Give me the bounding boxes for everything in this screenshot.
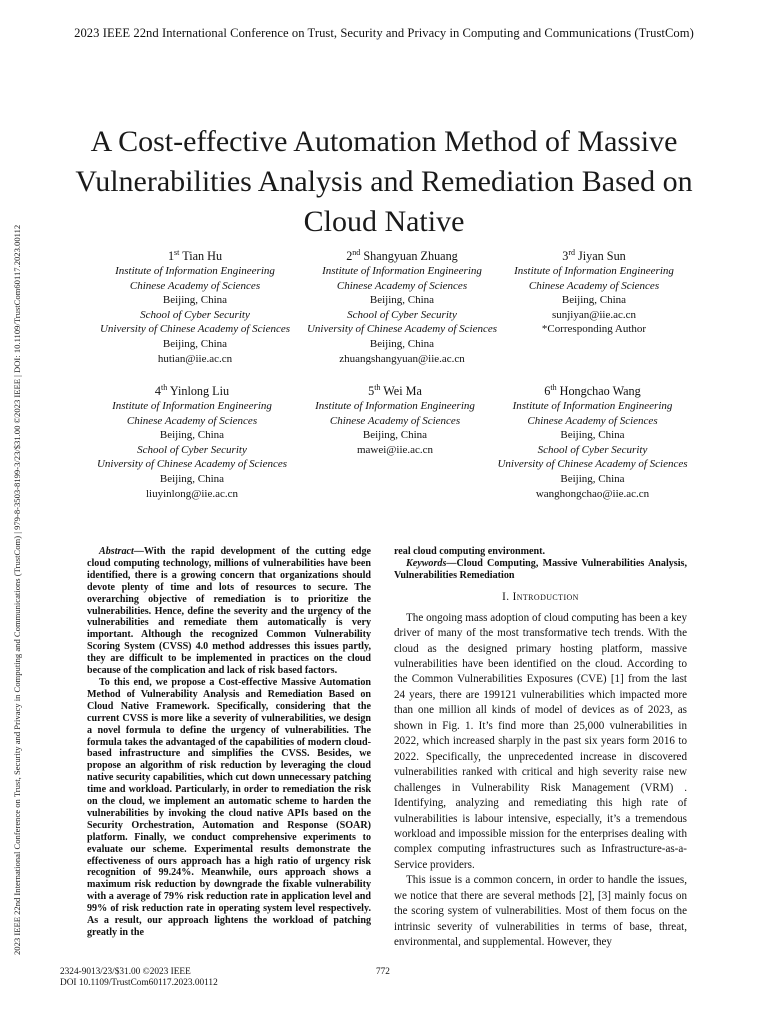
author-affiliation-line: wanghongchao@iie.ac.cn: [535, 487, 650, 500]
abstract-continuation: real cloud computing environment.: [394, 546, 546, 557]
author-block: [494, 245, 694, 337]
author-affiliation-line: Beijing, China: [560, 473, 625, 486]
author-affiliation-line: Beijing, China: [561, 294, 627, 307]
author-affiliation-line: Chinese Academy of Sciences: [126, 414, 258, 427]
paper-title: A Cost-effective Automation Method of Massive Vulnerabilities Analysis and Remediation Based on Cloud Native: [75, 125, 693, 238]
author-affiliation-line: Institute of Information Engineering: [512, 400, 673, 413]
author-affiliation-line: School of Cyber Security: [140, 308, 250, 321]
author-affiliation-line: University of Chinese Academy of Sciences: [96, 458, 288, 471]
keywords-label: Keywords: [406, 557, 447, 569]
author-name: 3rd Jiyan Sun: [562, 248, 626, 264]
author-affiliation-line: Beijing, China: [369, 338, 435, 351]
author-affiliation-line: School of Cyber Security: [137, 443, 247, 456]
footer-copyright: [60, 967, 218, 989]
footer-doi: DOI 10.1109/TrustCom60117.2023.00112: [60, 978, 218, 988]
abstract-paragraph-1: Abstract—With the rapid development of the cutting edge cloud computing technology, millions of vulnerabilities have been identified, there is a growing concern that organizations should devote plenty of time and lots of resources to secure. The overarching objective of remediation is to prioritize the vulnerabilities. Hence, define the severity and the urgency of the vulnerabilities and remediate them automatically is very important. Although the recognized Common Vulnerability Scoring System (CVSS) 4.0 method addresses this issues partly, they are difficult to be implemented in practices on the cloud because of the complication and lack of risk based factors.: [87, 546, 371, 677]
author-affiliation-line: Chinese Academy of Sciences: [129, 279, 261, 292]
author-affiliation-line: Beijing, China: [162, 294, 228, 307]
author-affiliation-line: University of Chinese Academy of Sciences: [306, 323, 498, 336]
author-affiliation-line: Beijing, China: [162, 338, 228, 351]
author-name: 5th Wei Ma: [368, 383, 422, 399]
author-block: [76, 380, 308, 501]
footer-issn: 2324-9013/23/$31.00 ©2023 IEEE: [60, 967, 191, 977]
author-affiliation-line: Chinese Academy of Sciences: [329, 414, 461, 427]
page-number: 772: [376, 967, 390, 977]
keywords: Keywords—Cloud Computing, Massive Vulnerabilities Analysis, Vulnerabilities Remediation: [394, 557, 687, 581]
author-affiliation-line: zhuangshangyuan@iie.ac.cn: [339, 352, 465, 365]
author-name: 2nd Shangyuan Zhuang: [346, 248, 458, 264]
author-affiliation-line: Chinese Academy of Sciences: [336, 279, 468, 292]
section-heading-introduction: I. Introduction: [502, 590, 579, 603]
author-block: [470, 380, 715, 501]
author-affiliation-line: *Corresponding Author: [541, 323, 647, 336]
author-name: 1st Tian Hu: [167, 248, 223, 264]
abstract-label: Abstract: [99, 546, 134, 557]
conference-header: 2023 IEEE 22nd International Conference on Trust, Security and Privacy in Computing and Communications (TrustCom): [74, 26, 694, 40]
author-affiliation-line: Institute of Information Engineering: [112, 400, 272, 413]
author-affiliation-line: Institute of Information Engineering: [115, 265, 275, 278]
author-affiliation-line: Institute of Information Engineering: [315, 400, 475, 413]
side-note: 2023 IEEE 22nd International Conference on Trust, Security and Privacy in Computing and Communications (TrustCom) | 979-8-3503-8199-3/23/$31.00 ©2023 IEEE | DOI: 10.1109/TrustCom60117.2023.00112: [12, 224, 22, 955]
author-affiliation-line: School of Cyber Security: [347, 308, 457, 321]
author-block: [80, 245, 310, 366]
author-affiliation-line: Beijing, China: [159, 473, 225, 486]
right-column: [394, 546, 687, 951]
author-block: [297, 245, 507, 366]
author-affiliation-line: Chinese Academy of Sciences: [528, 279, 660, 292]
author-affiliation-line: Beijing, China: [560, 429, 625, 442]
abstract-column: [87, 546, 371, 939]
abstract-paragraph-2: To this end, we propose a Cost-effective Massive Automation Method of Vulnerability Analysis and Remediation Based on Cloud Native Framework. Specifically, considering that the current CVSS is more like a severity of vulnerabilities, we design a novel formula to define the urgency of vulnerabilities. The formula takes the advantaged of the capabilities of modern cloud-based infrastructure and simplifies the CVSS. Besides, we propose an algorithm of risk reduction by leveraging the cloud native security capabilities, which cut down unnecessary patching time and workload. Particularly, in order to remediation the risk on the cloud, we implement an automatic scheme to harden the vulnerabilities by invoking the cloud native APIs based on the Security Orchestration, Automation and Response (SOAR) platform. Finally, we conduct comprehensive experiments to evaluate our scheme. Experimental results demonstrate the effectiveness of ours approach has a high ratio of urgency risk recognition of 99.24%. Meanwhile, ours approach shows a maximum risk reduction by downgrade the fixable vulnerability with a average of 79% risk reduction rate in application level and 99% of risk reduction rate in operating system level respectively. As a result, our approach lightens the workload of patching greatly in the: [87, 676, 371, 938]
author-affiliation-line: University of Chinese Academy of Sciences: [99, 323, 291, 336]
author-affiliation-line: Institute of Information Engineering: [514, 265, 674, 278]
author-block: [290, 380, 500, 457]
author-affiliation-line: University of Chinese Academy of Sciences: [497, 458, 688, 471]
author-affiliation-line: Institute of Information Engineering: [322, 265, 482, 278]
author-affiliation-line: sunjiyan@iie.ac.cn: [551, 308, 637, 321]
author-affiliation-line: liuyinlong@iie.ac.cn: [146, 487, 238, 500]
author-affiliation-line: Beijing, China: [362, 429, 428, 442]
intro-paragraph-2: This issue is a common concern, in order to handle the issues, we notice that there are several methods [2], [3] mainly focus on the scoring system of vulnerabilities. Most of them focus on the intrinsic severity of vulnerabilities in terms of base, threat, environmental, and supplemental. However, they: [394, 874, 687, 949]
author-affiliation-line: Beijing, China: [369, 294, 435, 307]
author-affiliation-line: Chinese Academy of Sciences: [527, 414, 658, 427]
intro-paragraph-1: The ongoing mass adoption of cloud computing has been a key driver of many of the most transformative tech trends. With the cloud as the designed primary hosting platform, massive vulnerabilities have been identified on the cloud. According to the Common Vulnerabilities Exposures (CVE) [1] from the last 24 years, there are 199121 vulnerabilities which impacted more than one million all kinds of model of devices as of 2023, as shown in Fig. 1. It’s find more than 25,000 vulnerabilities in 2022, which increased sharply in the past six years form 2016 to 2022. Specifically, the unprecedented increase in discovered vulnerabilities ranked with critical and high severity raise new challenges in Vulnerability Risk Management (VRM) . Identifying, analyzing and remediating this high rate of vulnerabilities is labour intensive, especially, it’s a tremendous workload and impossible mission for the enterprises dealing with complex computing infrastructures such as Infrastructure-as-a-Service providers.: [394, 611, 687, 871]
author-affiliation-line: Beijing, China: [159, 429, 225, 442]
author-affiliation-line: hutian@iie.ac.cn: [157, 352, 233, 365]
author-affiliation-line: mawei@iie.ac.cn: [356, 443, 434, 456]
author-name: 6th Hongchao Wang: [544, 383, 641, 399]
author-name: 4th Yinlong Liu: [154, 383, 230, 399]
side-note-container: [12, 55, 22, 955]
author-affiliation-line: School of Cyber Security: [537, 443, 648, 456]
